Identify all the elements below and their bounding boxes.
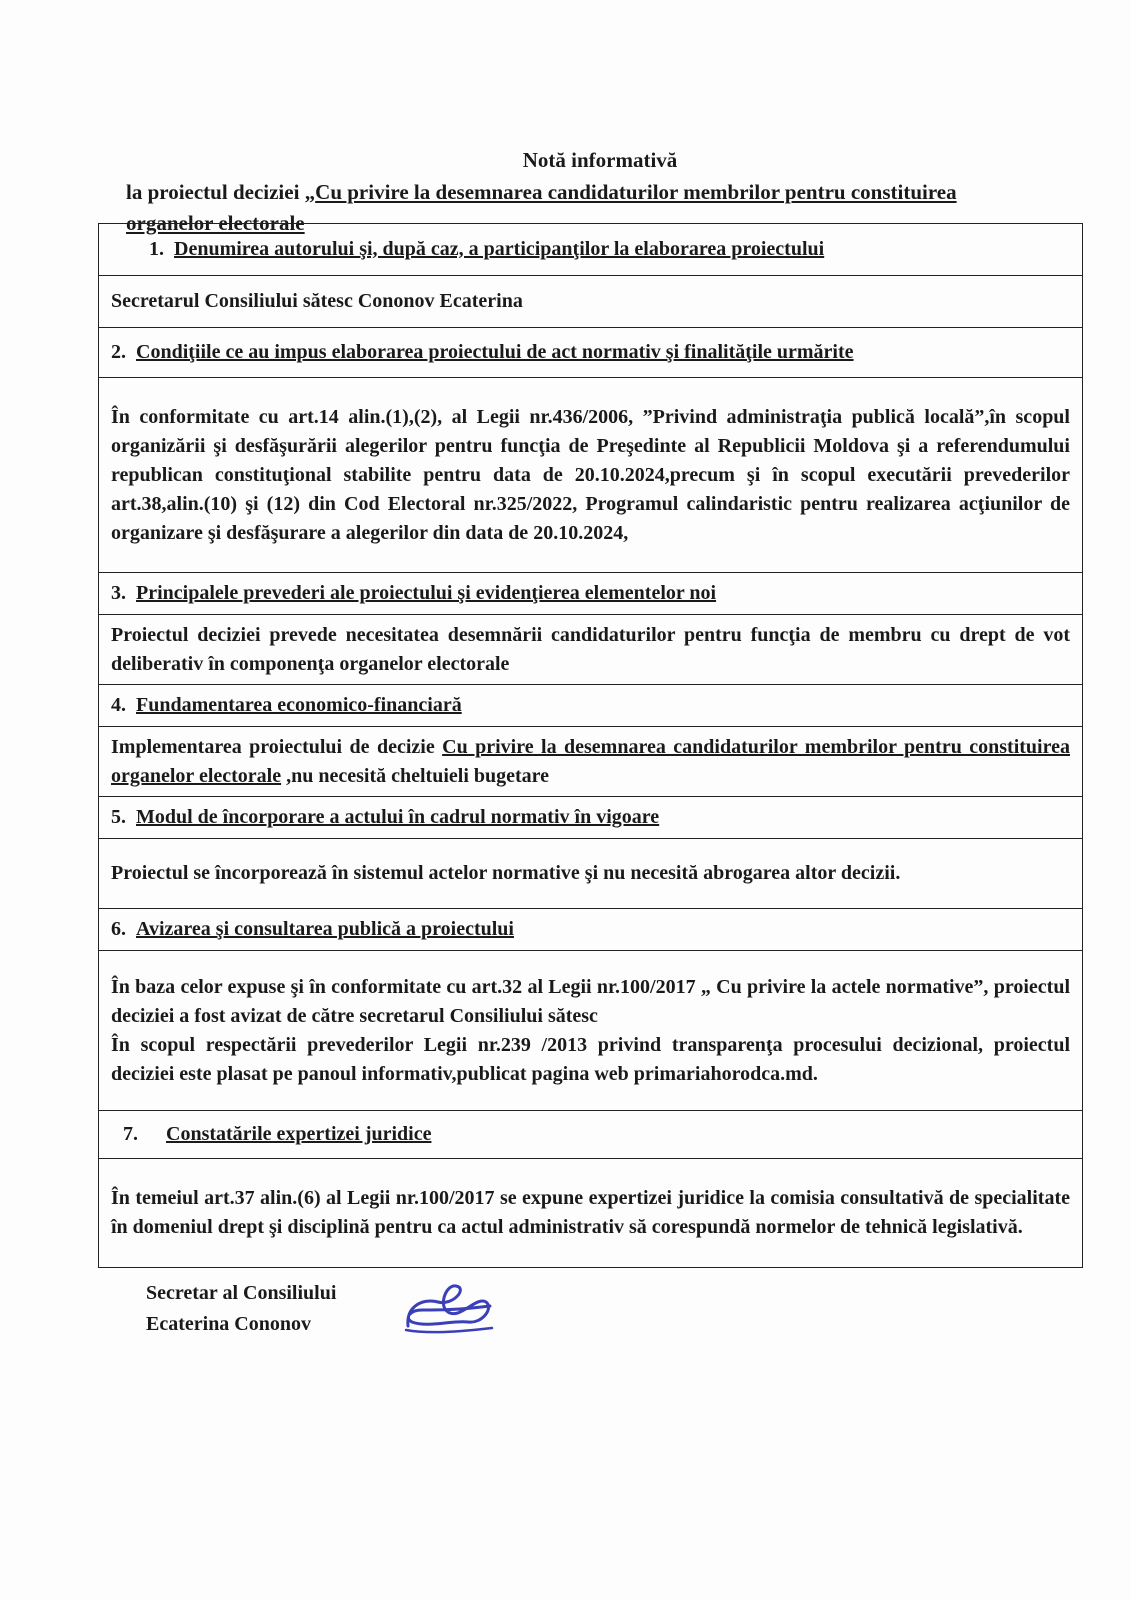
section-text-prefix: Implementarea proiectului de decizie bbox=[111, 735, 443, 758]
section-label: Constatările expertizei juridice bbox=[166, 1123, 432, 1145]
handwritten-signature bbox=[398, 1276, 498, 1340]
section-4-body bbox=[99, 727, 1082, 797]
signature-name: Ecaterina Cononov bbox=[146, 1313, 311, 1335]
section-text: Proiectul deciziei prevede necesitatea desemnării candidaturilor pentru funcţia de membru cu drept de vot deliberativ în componenţa organelor electorale bbox=[111, 623, 1070, 675]
section-text-line: În scopul respectării prevederilor Legii nr.239 /2013 privind transparenţa procesului decizional, proiectul deciziei este plasat pe panoul informativ,publicat pagina web primariahorodca.md. bbox=[111, 1033, 1070, 1085]
signature-role: Secretar al Consiliului bbox=[146, 1282, 337, 1304]
section-number: 5. bbox=[111, 806, 126, 828]
section-number: 6. bbox=[111, 918, 126, 940]
section-1-body bbox=[99, 276, 1082, 328]
signature-block bbox=[146, 1278, 336, 1340]
section-label: Avizarea şi consultarea publică a proiectului bbox=[136, 918, 514, 940]
document-title: Notă informativă bbox=[522, 148, 678, 172]
section-text: Secretarul Consiliului sătesc Cononov Ecaterina bbox=[111, 290, 523, 312]
section-label: Modul de încorporare a actului în cadrul normativ în vigoare bbox=[136, 806, 660, 828]
section-text-suffix: ,nu necesită cheltuieli bugetare bbox=[281, 764, 550, 787]
section-text: Proiectul se încorporează în sistemul actelor normative şi nu necesită abrogarea altor decizii. bbox=[111, 862, 901, 884]
section-number: 3. bbox=[111, 582, 126, 604]
subtitle-prefix: la proiectul deciziei „ bbox=[126, 180, 316, 204]
section-3-header bbox=[99, 573, 1082, 615]
section-label: Fundamentarea economico-financiară bbox=[136, 694, 462, 716]
section-number: 4. bbox=[111, 694, 126, 716]
subtitle-underlined: Cu privire la desemnarea candidaturilor membrilor pentru constituirea organelor electorale bbox=[126, 180, 957, 235]
section-5-header bbox=[99, 797, 1082, 839]
section-label: Principalele prevederi ale proiectului şi evidenţierea elementelor noi bbox=[136, 582, 717, 604]
section-label: Condiţiile ce au impus elaborarea proiectului de act normativ şi finalităţile urmărite bbox=[136, 341, 854, 363]
section-3-body bbox=[99, 615, 1082, 685]
section-5-body bbox=[99, 839, 1082, 909]
section-7-header bbox=[99, 1111, 1082, 1159]
section-number: 7. bbox=[123, 1123, 138, 1145]
section-7-body bbox=[99, 1159, 1082, 1267]
section-2-body bbox=[99, 378, 1082, 573]
section-number: 2. bbox=[111, 341, 126, 363]
section-label: Denumirea autorului şi, după caz, a participanţilor la elaborarea proiectului bbox=[174, 238, 825, 260]
info-table bbox=[98, 223, 1083, 1268]
section-text: În temeiul art.37 alin.(6) al Legii nr.100/2017 se expune expertizei juridice la comisia consultativă de specialitate în domeniul drept şi disciplină pentru ca actul administrativ să corespundă normelor de tehnică legislativă. bbox=[111, 1187, 1070, 1238]
section-1-header bbox=[99, 224, 1082, 276]
section-text: În conformitate cu art.14 alin.(1),(2), al Legii nr.436/2006, ”Privind administraţia publică locală”,în scopul organizării şi desfăşurării alegerilor pentru funcţia de Preşedinte al Republicii Moldova şi a referendumului republican constituţional stabilite pentru data de 20.10.2024,precum şi în scopul executării prevederilor art.38,alin.(10) şi (12) din Cod Electoral nr.325/2022, Programul calindaristic pentru realizarea acţiunilor de organizare şi desfăşurare a alegerilor din data de 20.10.2024, bbox=[111, 405, 1070, 544]
section-4-header bbox=[99, 685, 1082, 727]
section-6-header bbox=[99, 909, 1082, 951]
section-6-body bbox=[99, 951, 1082, 1111]
section-text-line: În baza celor expuse şi în conformitate cu art.32 al Legii nr.100/2017 „ Cu privire la actele normative”, proiectul deciziei a fost avizat de către secretarul Consiliului sătesc bbox=[111, 975, 1070, 1027]
section-text-underlined: Cu privire la desemnarea candidaturilor membrilor pentru constituirea organelor electorale bbox=[111, 735, 1070, 787]
section-number: 1. bbox=[149, 238, 164, 260]
section-2-header bbox=[99, 328, 1082, 378]
